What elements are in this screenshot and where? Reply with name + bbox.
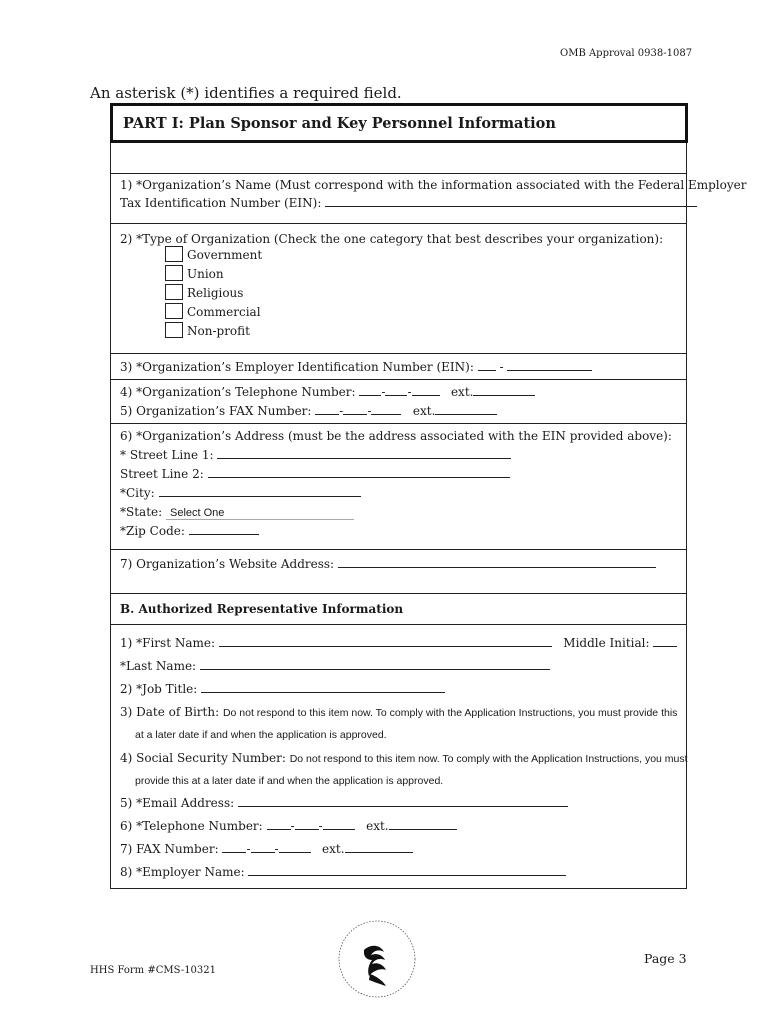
rep-fax-prefix-blank[interactable]: [251, 843, 275, 853]
dob-note: Do not respond to this item now. To comply with the Application Instructions, you must provide this: [222, 707, 678, 719]
checkbox-icon[interactable]: [165, 265, 183, 281]
street2-blank[interactable]: [208, 468, 510, 478]
checkbox-government[interactable]: [165, 246, 262, 262]
state-select[interactable]: Select One: [166, 507, 354, 520]
job-title-blank[interactable]: [201, 683, 445, 693]
org-fax-field[interactable]: 5) Organization’s FAX Number: - - ext.: [120, 404, 497, 418]
checkbox-label: Religious: [187, 286, 244, 300]
checkbox-non-profit[interactable]: [165, 322, 250, 338]
state-label: *State:: [120, 505, 163, 519]
last-name-blank[interactable]: [200, 660, 550, 670]
rep-phone-ext-blank[interactable]: [389, 820, 457, 830]
checkbox-label: Government: [187, 248, 263, 262]
first-name-field[interactable]: [120, 636, 677, 650]
rep-phone-area-blank[interactable]: [267, 820, 291, 830]
job-title-label: 2) *Job Title:: [120, 682, 198, 696]
rep-phone-field[interactable]: 6) *Telephone Number: - - ext.: [120, 819, 457, 833]
checkbox-commercial[interactable]: [165, 303, 261, 319]
last-name-field[interactable]: [120, 659, 550, 673]
website-field[interactable]: [120, 557, 656, 571]
ext-label: ext.: [450, 385, 474, 399]
divider: [110, 593, 687, 594]
q1-label-cont: Tax Identification Number (EIN):: [120, 196, 322, 210]
divider: [110, 549, 687, 550]
rep-phone-label: 6) *Telephone Number:: [120, 819, 263, 833]
org-name-blank[interactable]: [325, 197, 697, 207]
ssn-label: 4) Social Security Number:: [120, 751, 286, 765]
divider: [110, 379, 687, 380]
middle-initial-blank[interactable]: [653, 637, 677, 647]
street1-label: * Street Line 1:: [120, 448, 214, 462]
q4-label: 4) *Organization’s Telephone Number:: [120, 385, 356, 399]
checkbox-religious[interactable]: [165, 284, 243, 300]
ext-label: ext.: [366, 819, 389, 833]
ext-label: ext.: [412, 404, 436, 418]
ssn-note: Do not respond to this item now. To comply with the Application Instructions, you must: [289, 753, 688, 765]
city-label: *City:: [120, 486, 155, 500]
dob-label: 3) Date of Birth:: [120, 705, 220, 719]
dob-row: [120, 705, 677, 719]
divider: [110, 423, 687, 424]
ein-field[interactable]: 3) *Organization’s Employer Identification Number (EIN): -: [120, 360, 592, 374]
q3-label: 3) *Organization’s Employer Identification Number (EIN):: [120, 360, 474, 374]
employer-label: 8) *Employer Name:: [120, 865, 245, 879]
rep-fax-label: 7) FAX Number:: [120, 842, 219, 856]
state-field[interactable]: [120, 505, 354, 520]
middle-initial-label: Middle Initial:: [563, 636, 650, 650]
q5-label: 5) Organization’s FAX Number:: [120, 404, 312, 418]
page-number: Page 3: [644, 951, 687, 966]
street2-label: Street Line 2:: [120, 467, 204, 481]
zip-field[interactable]: [120, 524, 259, 538]
email-label: 5) *Email Address:: [120, 796, 235, 810]
section-b-title: B. Authorized Representative Information: [120, 602, 404, 616]
checkbox-icon[interactable]: [165, 322, 183, 338]
q1-label: 1) *Organization’s Name (Must correspond with the information associated with the Federal Employer: [120, 178, 747, 192]
first-name-label: 1) *First Name:: [120, 636, 216, 650]
divider: [110, 353, 687, 354]
part1-title: PART I: Plan Sponsor and Key Personnel Information: [110, 103, 688, 143]
checkbox-icon[interactable]: [165, 284, 183, 300]
divider: [110, 223, 687, 224]
rep-phone-prefix-blank[interactable]: [295, 820, 319, 830]
rep-phone-line-blank[interactable]: [323, 820, 355, 830]
q7-label: 7) Organization’s Website Address:: [120, 557, 335, 571]
email-blank[interactable]: [238, 797, 568, 807]
checkbox-union[interactable]: [165, 265, 224, 281]
fax-ext-blank[interactable]: [435, 405, 497, 415]
required-field-note: An asterisk (*) identifies a required field.: [90, 84, 402, 102]
rep-fax-area-blank[interactable]: [222, 843, 246, 853]
street1-field[interactable]: [120, 448, 511, 462]
city-field[interactable]: [120, 486, 361, 500]
ssn-note-cont: provide this at a later date if and when the application is approved.: [135, 775, 444, 787]
first-name-blank[interactable]: [219, 637, 552, 647]
rep-fax-field[interactable]: 7) FAX Number: - - ext.: [120, 842, 413, 856]
form-number: HHS Form #CMS-10321: [90, 965, 217, 976]
zip-label: *Zip Code:: [120, 524, 185, 538]
org-phone-field[interactable]: 4) *Organization’s Telephone Number: - - ext.: [120, 385, 535, 399]
ein-suffix-blank[interactable]: [507, 361, 592, 371]
phone-prefix-blank[interactable]: [385, 386, 407, 396]
phone-line-blank[interactable]: [412, 386, 440, 396]
checkbox-icon[interactable]: [165, 246, 183, 262]
q6-label: 6) *Organization’s Address (must be the address associated with the EIN provided above):: [120, 429, 672, 443]
checkbox-label: Non-profit: [187, 324, 250, 338]
city-blank[interactable]: [159, 487, 361, 497]
ssn-row: [120, 751, 688, 765]
hhs-seal-icon: [336, 918, 418, 1000]
dob-note-cont: at a later date if and when the application is approved.: [135, 729, 387, 741]
street1-blank[interactable]: [217, 449, 511, 459]
checkbox-icon[interactable]: [165, 303, 183, 319]
rep-fax-ext-blank[interactable]: [345, 843, 413, 853]
website-blank[interactable]: [338, 558, 656, 568]
divider: [110, 173, 687, 174]
checkbox-label: Union: [187, 267, 224, 281]
last-name-label: *Last Name:: [120, 659, 197, 673]
email-field[interactable]: [120, 796, 568, 810]
zip-blank[interactable]: [189, 525, 259, 535]
omb-approval: OMB Approval 0938-1087: [560, 48, 693, 59]
rep-fax-line-blank[interactable]: [279, 843, 311, 853]
employer-blank[interactable]: [248, 866, 566, 876]
ein-prefix-blank[interactable]: [478, 361, 496, 371]
q2-label: 2) *Type of Organization (Check the one category that best describes your organization):: [120, 232, 664, 246]
checkbox-label: Commercial: [187, 305, 261, 319]
fax-line-blank[interactable]: [371, 405, 401, 415]
org-name-field[interactable]: [120, 196, 697, 210]
street2-field[interactable]: [120, 467, 510, 481]
phone-ext-blank[interactable]: [473, 386, 535, 396]
employer-field[interactable]: [120, 865, 566, 879]
fax-prefix-blank[interactable]: [343, 405, 367, 415]
divider: [110, 624, 687, 625]
phone-area-blank[interactable]: [359, 386, 381, 396]
fax-area-blank[interactable]: [315, 405, 339, 415]
ext-label: ext.: [322, 842, 345, 856]
job-title-field[interactable]: [120, 682, 445, 696]
